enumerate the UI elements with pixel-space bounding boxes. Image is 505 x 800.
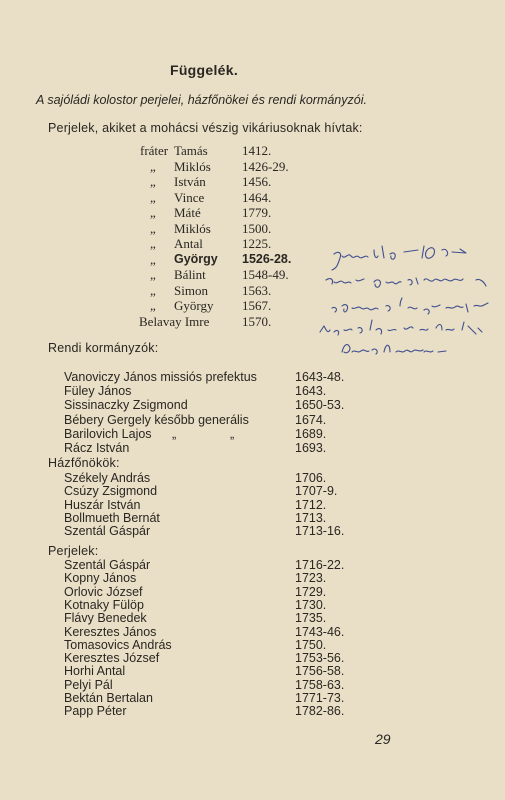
- person-name: Barilovich Lajos: [64, 426, 152, 441]
- vicar-date: 1526-28.: [242, 251, 292, 266]
- vicar-name: György: [174, 251, 218, 266]
- perjelek-heading: Perjelek:: [48, 544, 99, 558]
- vicar-name: Simon: [174, 282, 208, 298]
- person-date: 1707-9.: [295, 484, 338, 499]
- ditto-mark: „: [230, 426, 235, 441]
- person-name: Orlovic József: [64, 584, 143, 599]
- person-name: Keresztes József: [64, 651, 160, 666]
- person-name: Bollmueth Bernát: [64, 510, 160, 525]
- person-name: Rácz István: [64, 441, 130, 455]
- vicar-prefix: „: [150, 220, 156, 236]
- person-date: 1758-63.: [295, 677, 345, 692]
- vicar-date: 1456.: [242, 174, 272, 189]
- person-date: 1735.: [295, 611, 327, 626]
- vicar-date: 1500.: [242, 220, 272, 236]
- vicar-date: 1412.: [242, 143, 272, 158]
- person-date: 1712.: [295, 497, 327, 512]
- person-date: 1729.: [295, 584, 327, 599]
- person-date: 1750.: [295, 637, 327, 652]
- vicar-prefix: fráter: [140, 143, 169, 158]
- vicar-date: 1570.: [242, 313, 272, 329]
- page-title: Függelék.: [169, 62, 239, 78]
- vicar-name: Máté: [174, 205, 201, 220]
- subtitle: A sajóládi kolostor perjelei, házfőnökei és rendi kormányzói.: [36, 93, 367, 107]
- person-date: 1723.: [295, 571, 327, 586]
- person-date: 1716-22.: [295, 558, 345, 572]
- person-name: Papp Péter: [64, 704, 127, 719]
- person-date: 1756-58.: [295, 664, 345, 679]
- vicar-prefix: „: [150, 298, 156, 313]
- person-name: Keresztes János: [64, 624, 157, 639]
- vicar-name: István: [174, 174, 206, 189]
- person-name: Tomasovics András: [64, 637, 172, 652]
- vicar-prefix: „: [150, 251, 156, 267]
- person-name: Horhi Antal: [64, 664, 126, 679]
- person-date: 1650-53.: [295, 398, 345, 413]
- handwritten-annotation: [312, 240, 502, 360]
- vicar-name: Belavay Imre: [139, 313, 210, 329]
- person-date: 1730.: [295, 597, 327, 612]
- vicar-date: 1567.: [242, 298, 272, 313]
- person-date: 1753-56.: [295, 651, 345, 666]
- intro-line: Perjelek, akiket a mohácsi vészig vikáriusoknak hívtak:: [48, 121, 363, 135]
- vicar-date: 1225.: [242, 236, 272, 251]
- vicar-prefix: „: [150, 189, 156, 205]
- person-name: Bektán Bertalan: [64, 691, 153, 705]
- person-name: Kopny János: [64, 571, 137, 586]
- vicar-name: Bálint: [174, 267, 206, 282]
- person-date: 1782-86.: [295, 704, 345, 719]
- person-name: Szentál Gáspár: [64, 558, 151, 572]
- person-name: Bébery Gergely később generális: [64, 412, 249, 427]
- vicar-date: 1548-49.: [242, 267, 289, 282]
- vicar-prefix: „: [150, 158, 156, 174]
- vicar-date: 1464.: [242, 189, 272, 205]
- vicar-prefix: „: [150, 282, 156, 298]
- vicar-date: 1426-29.: [242, 158, 289, 174]
- hazfonokok-heading: Házfőnökök:: [48, 456, 120, 470]
- person-name: Flávy Benedek: [64, 611, 147, 626]
- person-name: Székely András: [64, 471, 151, 485]
- rendi-heading: Rendi kormányzók:: [48, 341, 159, 355]
- person-date: 1693.: [295, 441, 327, 455]
- vicar-name: Tamás: [174, 143, 208, 158]
- vicar-name: Miklós: [174, 158, 211, 174]
- vicar-prefix: „: [150, 174, 156, 189]
- person-date: 1713.: [295, 510, 327, 525]
- vicar-name: György: [174, 298, 214, 313]
- ditto-mark: „: [172, 426, 177, 441]
- person-name: Füley János: [64, 384, 132, 399]
- person-name: Csúzy Zsigmond: [64, 484, 158, 499]
- person-date: 1743-46.: [295, 624, 345, 639]
- vicar-name: Vince: [174, 189, 205, 205]
- person-name: Huszár István: [64, 497, 141, 512]
- person-date: 1643.: [295, 384, 327, 399]
- person-date: 1706.: [295, 471, 327, 485]
- person-date: 1771-73.: [295, 691, 345, 705]
- person-name: Sissinaczky Zsigmond: [64, 398, 188, 413]
- vicar-date: 1563.: [242, 282, 272, 298]
- vicar-prefix: „: [150, 267, 156, 282]
- page-number: 29: [375, 731, 391, 747]
- person-date: 1713-16.: [295, 524, 345, 539]
- vicar-name: Antal: [174, 236, 203, 251]
- person-date: 1674.: [295, 412, 327, 427]
- vicar-date: 1779.: [242, 205, 272, 220]
- person-name: Szentál Gáspár: [64, 524, 151, 539]
- vicar-name: Miklós: [174, 220, 211, 236]
- person-name: Kotnaky Fülöp: [64, 597, 144, 612]
- person-date: 1689.: [295, 426, 327, 441]
- person-name: Vanoviczy János missiós prefektus: [64, 370, 257, 384]
- vicar-prefix: „: [150, 205, 156, 220]
- person-name: Pelyi Pál: [64, 677, 113, 692]
- person-date: 1643-48.: [295, 370, 345, 384]
- vicar-prefix: „: [150, 236, 156, 251]
